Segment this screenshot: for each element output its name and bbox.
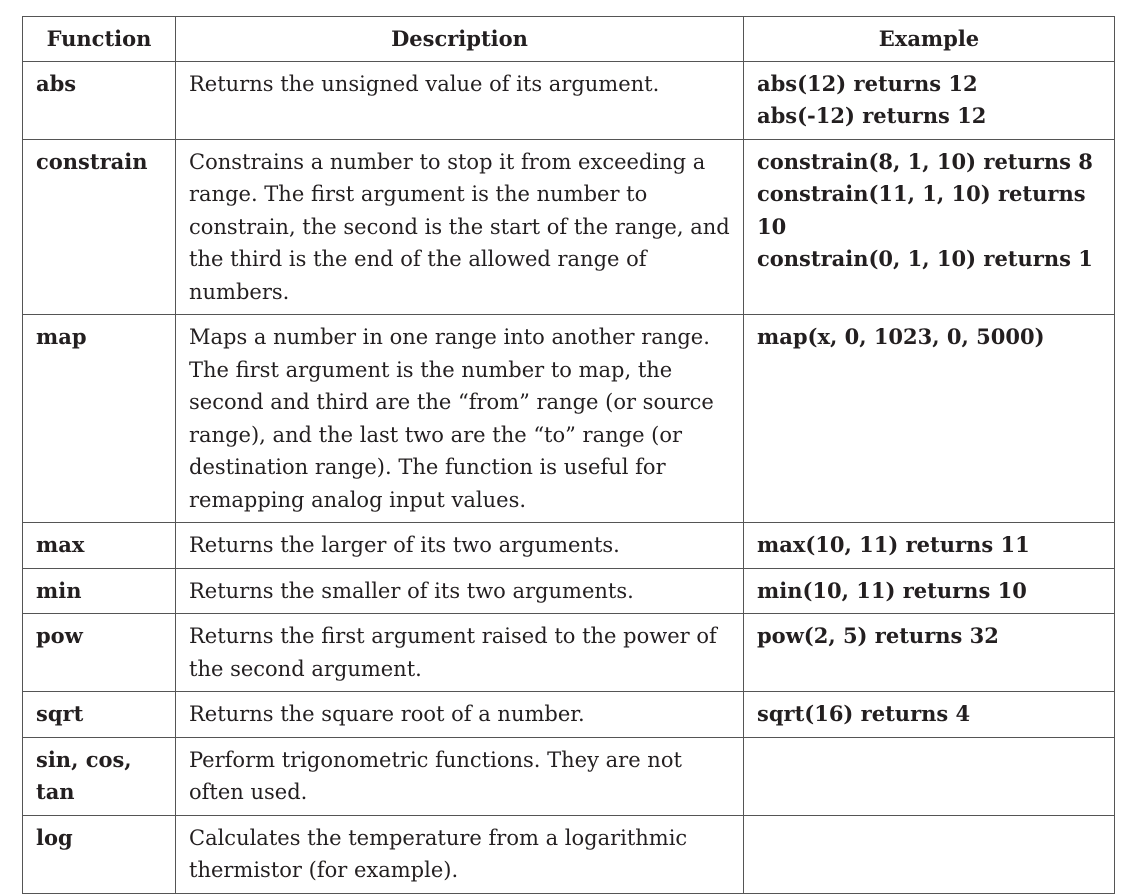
description-cell: Returns the larger of its two arguments. [176,523,744,569]
description-cell: Returns the square root of a number. [176,692,744,738]
table-row [23,568,1115,614]
example-line: constrain(8, 1, 10) returns 8 [757,148,1093,174]
description-cell: Returns the smaller of its two arguments. [176,568,744,614]
example-line: abs(-12) returns 12 [757,103,987,128]
function-cell: max [23,523,176,569]
header-example: Example [744,17,1115,62]
example-line: constrain(11, 1, 10) returns 10 [757,181,1086,239]
function-cell: pow [23,614,176,692]
description-cell: Maps a number in one range into another range. The first argument is the number to map, the second and third are the “from” range (or source range), and the last two are the “to” range (or destination range). The function is useful for remapping analog input values. [176,315,744,523]
function-cell: map [23,315,176,523]
function-cell: log [23,815,176,893]
function-cell: min [23,568,176,614]
example-cell [744,737,1115,815]
header-description: Description [176,17,744,62]
function-cell: constrain [23,139,176,315]
description-cell: Perform trigonometric functions. They are not often used. [176,737,744,815]
example-line: abs(12) returns 12 [757,70,978,96]
table-row [23,614,1115,692]
description-cell: Returns the unsigned value of its argument. [176,61,744,139]
header-row [23,17,1115,62]
table-row [23,61,1115,139]
function-cell: sqrt [23,692,176,738]
example-cell [744,523,1115,569]
table-row [23,315,1115,523]
example-cell [744,61,1115,139]
function-cell: sin, cos, tan [23,737,176,815]
example-cell [744,614,1115,692]
example-cell [744,315,1115,523]
function-cell: abs [23,61,176,139]
table-body [23,61,1115,893]
table-row [23,523,1115,569]
example-line: max(10, 11) returns 11 [757,532,1030,557]
example-cell [744,692,1115,738]
example-cell [744,568,1115,614]
example-line: constrain(0, 1, 10) returns 1 [757,246,1093,271]
example-line: min(10, 11) returns 10 [757,577,1027,603]
example-line: pow(2, 5) returns 32 [757,623,999,648]
description-cell: Constrains a number to stop it from exceeding a range. The first argument is the number to constrain, the second is the start of the range, and the third is the end of the allowed range of numbers. [176,139,744,315]
header-function: Function [23,17,176,62]
arduino-math-functions-table [22,16,1115,894]
description-cell: Returns the first argument raised to the power of the second argument. [176,614,744,692]
description-cell: Calculates the temperature from a logarithmic thermistor (for example). [176,815,744,893]
example-cell [744,815,1115,893]
example-line: map(x, 0, 1023, 0, 5000) [757,324,1045,349]
table-row [23,692,1115,738]
table-row [23,737,1115,815]
example-cell [744,139,1115,315]
table-row [23,139,1115,315]
example-line: sqrt(16) returns 4 [757,701,971,726]
table-row [23,815,1115,893]
